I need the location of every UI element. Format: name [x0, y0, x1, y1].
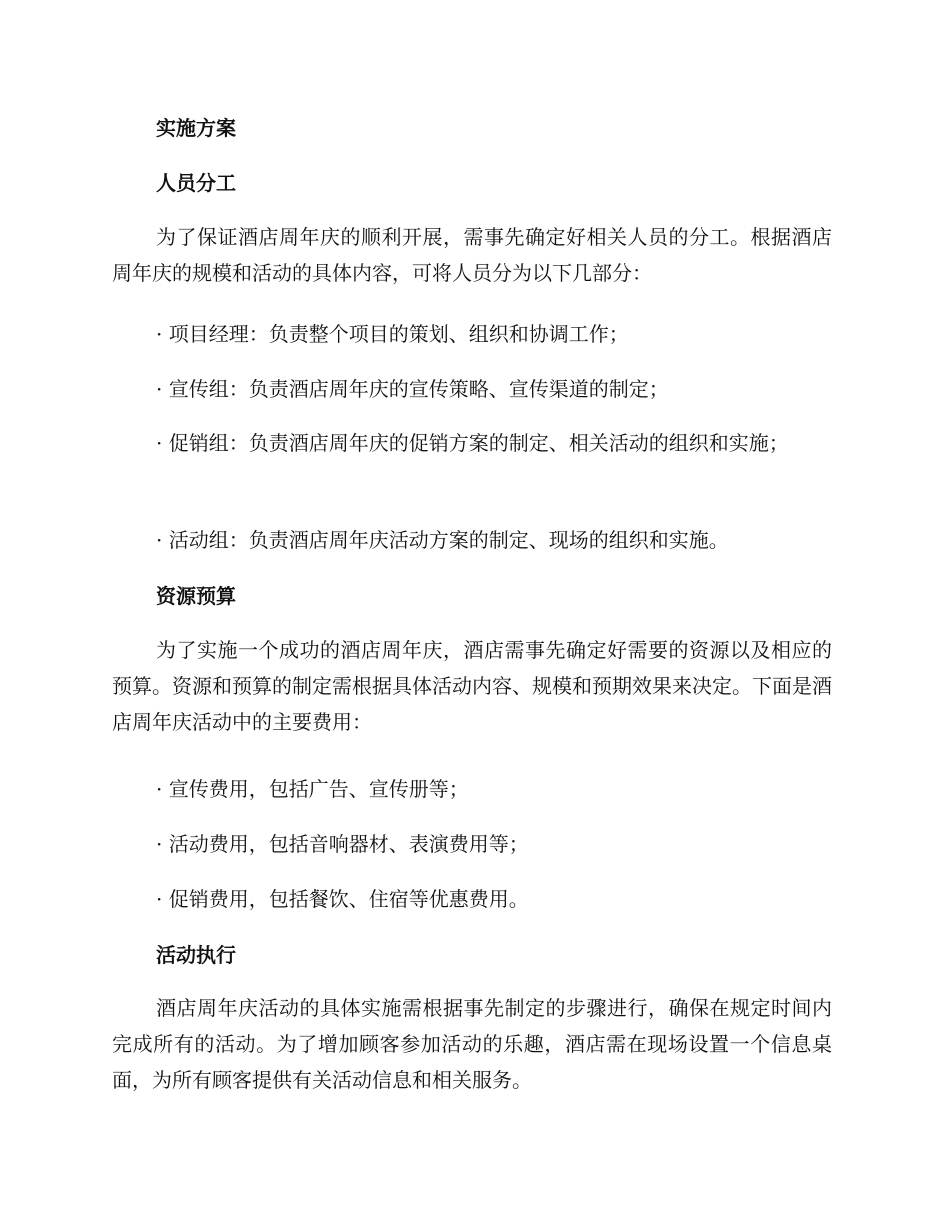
staffing-item: · 项目经理：负责整个项目的策划、组织和协调工作； [156, 322, 629, 346]
staffing-intro: 为了保证酒店周年庆的顺利开展，需事先确定好相关人员的分工。根据酒店周年庆的规模和活动的具体内容，可将人员分为以下几部分： [112, 225, 832, 285]
execution-body: 酒店周年庆活动的具体实施需根据事先制定的步骤进行，确保在规定时间内完成所有的活动。为了增加顾客参加活动的乐趣，酒店需在现场设置一个信息桌面，为所有顾客提供有关活动信息和相关服务。 [112, 996, 832, 1092]
budget-item: · 宣传费用，包括广告、宣传册等； [156, 777, 469, 801]
budget-heading: 资源预算 [156, 584, 236, 608]
staffing-item: · 活动组：负责酒店周年庆活动方案的制定、现场的组织和实施。 [156, 528, 729, 552]
budget-intro: 为了实施一个成功的酒店周年庆，酒店需事先确定好需要的资源以及相应的预算。资源和预算的制定需根据具体活动内容、规模和预期效果来决定。下面是酒店周年庆活动中的主要费用： [112, 638, 832, 734]
execution-heading: 活动执行 [156, 943, 236, 967]
budget-item: · 促销费用，包括餐饮、住宿等优惠费用。 [156, 887, 529, 911]
budget-item: · 活动费用，包括音响器材、表演费用等； [156, 832, 529, 856]
section-title: 实施方案 [156, 116, 236, 140]
staffing-item: · 促销组：负责酒店周年庆的促销方案的制定、相关活动的组织和实施； [156, 431, 789, 455]
staffing-heading: 人员分工 [156, 171, 236, 195]
staffing-item: · 宣传组：负责酒店周年庆的宣传策略、宣传渠道的制定； [156, 377, 669, 401]
